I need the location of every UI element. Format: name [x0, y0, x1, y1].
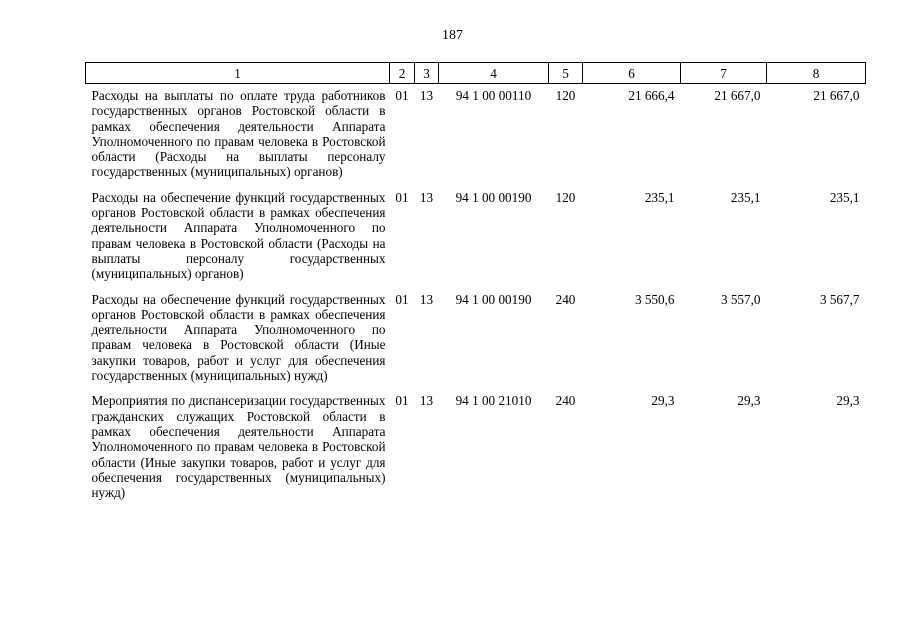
column-header: 5	[549, 63, 583, 84]
column-header: 4	[439, 63, 549, 84]
row-amount-col7: 21 667,0	[714, 88, 761, 103]
row-amount-col8: 235,1	[829, 189, 860, 205]
row-expense-type: 240	[555, 291, 576, 307]
row-description: Мероприятия по диспансеризации государственных гражданских служащих Ростовской области в рамках обеспечения деятельности Аппарата Уполномоченного по правам человека в Ростовской области (Иные закупки товаров, работ и услуг для обеспечения государственных (муниципальных) нужд)	[91, 393, 386, 501]
row-section: 01	[395, 88, 409, 103]
row-subsection: 13	[419, 189, 434, 205]
row-expense-type: 120	[555, 189, 576, 205]
row-amount-col8: 21 667,0	[813, 88, 860, 103]
row-target-article: 94 1 00 00190	[455, 189, 532, 205]
row-description: Расходы на обеспечение функций государственных органов Ростовской области в рамках обеспечения деятельности Аппарата Уполномоченного по правам человека в Ростовской области (Расходы на выплаты персоналу государственных (муниципальных) органов)	[91, 189, 386, 282]
row-subsection: 13	[419, 291, 434, 307]
column-header: 2	[390, 63, 415, 84]
column-header: 1	[86, 63, 390, 84]
table-header-row	[86, 63, 866, 84]
row-amount-col6: 29,3	[651, 393, 675, 409]
row-amount-col7: 235,1	[730, 189, 761, 205]
row-amount-col7: 3 557,0	[720, 291, 761, 307]
page-number: 187	[442, 28, 463, 43]
row-amount-col8: 3 567,7	[819, 291, 860, 307]
row-amount-col7: 29,3	[737, 393, 761, 409]
column-header: 6	[583, 63, 681, 84]
row-expense-type: 240	[555, 393, 576, 409]
row-amount-col6: 21 666,4	[628, 88, 675, 103]
budget-table	[85, 62, 866, 506]
table-row	[86, 288, 866, 390]
column-header: 3	[415, 63, 439, 84]
column-header: 7	[681, 63, 767, 84]
row-target-article: 94 1 00 00190	[455, 291, 532, 307]
row-description: Расходы на обеспечение функций государственных органов Ростовской области в рамках обеспечения деятельности Аппарата Уполномоченного по правам человека в Ростовской области (Иные закупки товаров, работ и услуг для обеспечения государственных (муниципальных) нужд)	[91, 291, 386, 384]
row-section: 01	[395, 393, 409, 409]
row-target-article: 94 1 00 21010	[455, 393, 532, 409]
row-amount-col8: 29,3	[836, 393, 860, 409]
row-subsection: 13	[419, 393, 434, 409]
row-amount-col6: 235,1	[644, 189, 675, 205]
row-amount-col6: 3 550,6	[634, 291, 675, 307]
table-row	[86, 186, 866, 288]
column-header: 8	[767, 63, 866, 84]
row-description: Расходы на выплаты по оплате труда работников государственных органов Ростовской области в рамках обеспечения деятельности Аппарата Уполномоченного по правам человека в Ростовской области (Расходы на выплаты персоналу государственных (муниципальных) органов)	[91, 88, 386, 180]
row-subsection: 13	[419, 88, 434, 103]
row-expense-type: 120	[555, 88, 576, 103]
row-section: 01	[395, 291, 409, 307]
table-row	[86, 389, 866, 506]
row-target-article: 94 1 00 00110	[455, 88, 532, 103]
row-section: 01	[395, 189, 409, 205]
table-row	[86, 84, 866, 186]
